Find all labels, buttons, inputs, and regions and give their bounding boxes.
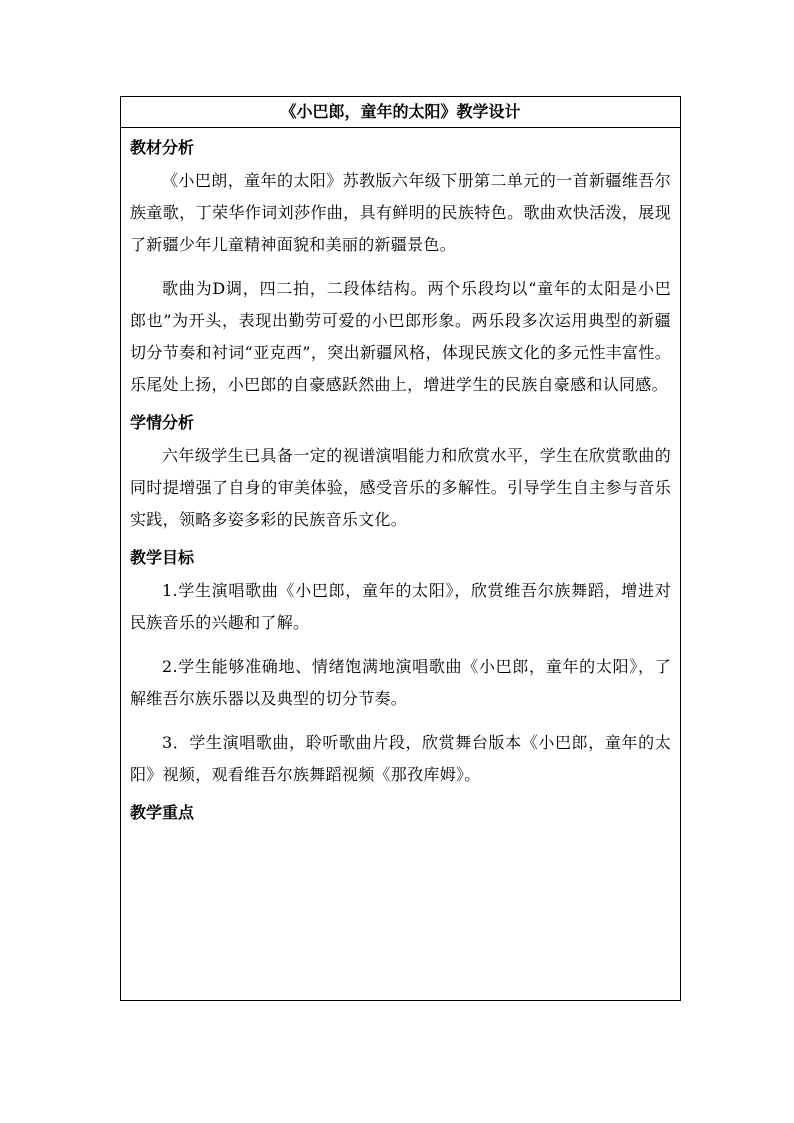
objective-item-1: 1.学生演唱歌曲《小巴郎，童年的太阳》，欣赏维吾尔族舞蹈，增进对民族音乐的兴趣和了解。	[130, 581, 671, 632]
document-title: 《小巴郎，童年的太阳》教学设计	[121, 97, 681, 128]
lesson-plan-table	[120, 96, 681, 1001]
section-heading-students: 学情分析	[130, 413, 195, 432]
objective-item-3: 3．学生演唱歌曲，聆听歌曲片段，欣赏舞台版本《小巴郎，童年的太阳》视频，观看维吾尔族舞蹈视频《那孜库姆》。	[130, 733, 671, 784]
objective-item-2: 2.学生能够准确地、情绪饱满地演唱歌曲《小巴郎，童年的太阳》，了解维吾尔族乐器以及典型的切分节奏。	[130, 657, 671, 708]
students-paragraph-1: 六年级学生已具备一定的视谱演唱能力和欣赏水平，学生在欣赏歌曲的同时提增强了自身的审美体验，感受音乐的多解性。引导学生自主参与音乐实践，领略多姿多彩的民族音乐文化。	[130, 446, 671, 529]
section-heading-objectives: 教学目标	[130, 548, 195, 567]
content-cell	[121, 128, 681, 1001]
materials-paragraph-2: 歌曲为D调，四二拍，二段体结构。两个乐段均以“童年的太阳是小巴郎也”为开头，表现出勤劳可爱的小巴郎形象。两乐段多次运用典型的新疆切分节奏和衬词“亚克西”，突出新疆风格，体现民族文化的多元性丰富性。乐尾处上扬，小巴郎的自豪感跃然曲上，增进学生的民族自豪感和认同感。	[130, 279, 671, 394]
section-heading-key-points: 教学重点	[130, 803, 195, 822]
materials-paragraph-1: 《小巴朗，童年的太阳》苏教版六年级下册第二单元的一首新疆维吾尔族童歌，丁荣华作词刘莎作曲，具有鲜明的民族特色。歌曲欢快活泼，展现了新疆少年儿童精神面貌和美丽的新疆景色。	[130, 171, 671, 254]
section-heading-materials: 教材分析	[130, 138, 195, 157]
